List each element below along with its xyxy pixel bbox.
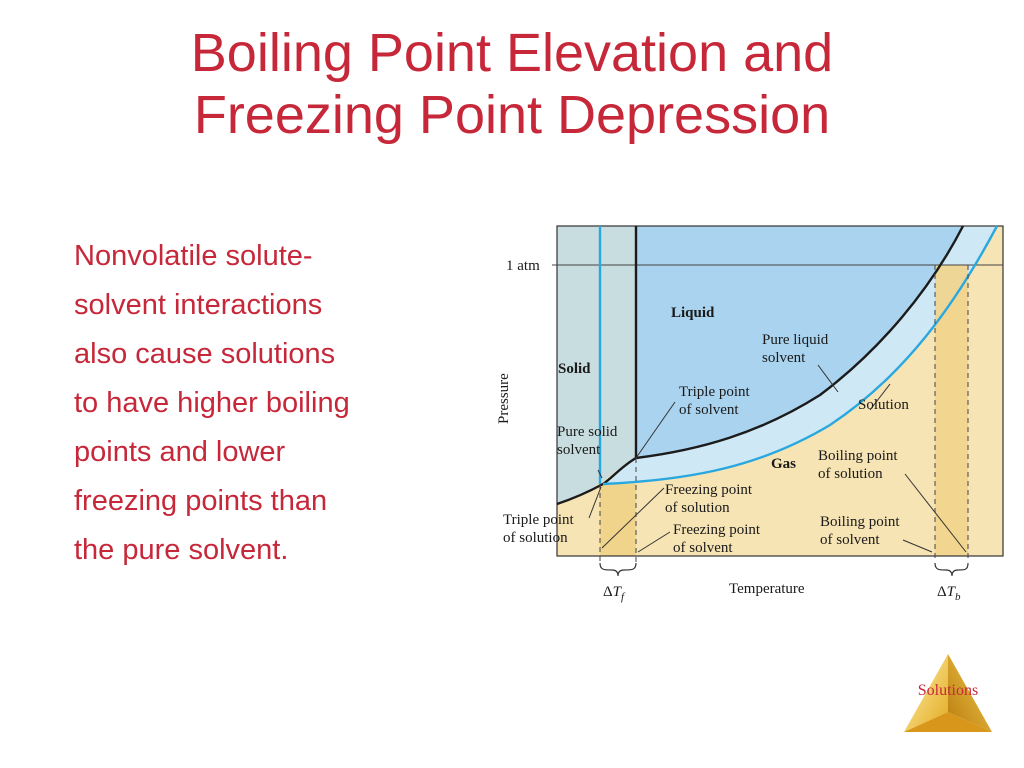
boiling-solvent-label-2: of solvent: [820, 532, 880, 548]
delta-tf-sub: f: [621, 591, 625, 603]
body-line-2: solvent interactions: [74, 289, 323, 321]
body-line-6: freezing points than: [74, 485, 328, 517]
delta-tb-band: [935, 265, 968, 556]
delta-tb-label: $\Delta T_b$: [937, 584, 961, 603]
delta-tf-t: T: [612, 584, 621, 600]
delta-tf-brace: [600, 563, 636, 576]
body-line-1: Nonvolatile solute-: [74, 240, 313, 272]
pure-liquid-label-1: Pure liquid: [762, 332, 829, 348]
body-line-3: also cause solutions: [74, 338, 336, 370]
triple-solution-label-2: of solution: [503, 530, 568, 546]
triple-solvent-label-1: Triple point: [679, 384, 750, 400]
freezing-solvent-label-2: of solvent: [673, 540, 733, 556]
gas-label: Gas: [771, 456, 797, 472]
triple-solution-label-1: Triple point: [503, 512, 574, 528]
pure-solid-label-2: solvent: [557, 442, 601, 458]
pure-solid-label-1: Pure solid: [557, 424, 618, 440]
freezing-solution-label-2: of solution: [665, 500, 730, 516]
freezing-solution-label-1: Freezing point: [665, 482, 753, 498]
solid-label: Solid: [558, 361, 591, 377]
liquid-label: Liquid: [671, 305, 715, 321]
body-line-5: points and lower: [74, 436, 286, 468]
title-line-2: Freezing Point Depression: [193, 85, 831, 145]
boiling-solvent-label-1: Boiling point: [820, 514, 900, 530]
solution-label: Solution: [858, 397, 909, 413]
freezing-solvent-label-1: Freezing point: [673, 522, 761, 538]
temperature-axis-label: Temperature: [729, 581, 805, 597]
delta-tf-label: $\Delta T_f$: [603, 584, 625, 603]
boiling-solution-label-2: of solution: [818, 466, 883, 482]
one-atm-label: 1 atm: [506, 258, 540, 274]
body-line-7: the pure solvent.: [74, 534, 289, 566]
delta-tb-sub: b: [955, 591, 961, 603]
delta-tb-brace: [935, 563, 968, 576]
solutions-label: Solutions: [917, 682, 979, 699]
title-line-1: Boiling Point Elevation and: [190, 23, 834, 83]
body-line-4: to have higher boiling: [74, 387, 350, 419]
delta-tb-t: T: [946, 584, 955, 600]
boiling-solution-label-1: Boiling point: [818, 448, 898, 464]
pure-liquid-label-2: solvent: [762, 350, 806, 366]
pressure-axis-label: Pressure: [496, 373, 512, 424]
triple-solvent-label-2: of solvent: [679, 402, 739, 418]
